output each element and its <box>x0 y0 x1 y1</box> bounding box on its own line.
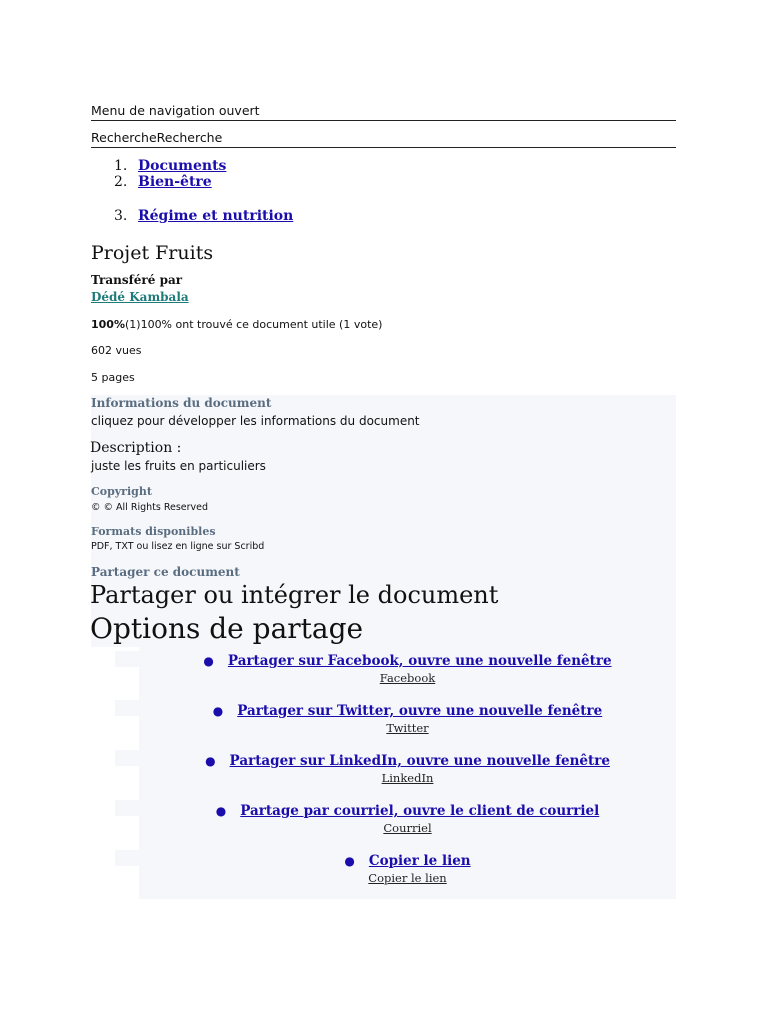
bullet-icon: ● <box>344 854 355 868</box>
share-document-heading: Partager ce document <box>91 565 240 579</box>
panel-strip <box>115 850 140 866</box>
share-facebook-label: Facebook <box>379 671 436 685</box>
breadcrumb-number: 1. <box>114 158 128 174</box>
copyright-heading: Copyright <box>91 485 152 498</box>
expand-info-button[interactable]: cliquez pour développer les informations du document <box>91 414 420 428</box>
share-item-copy-link <box>139 850 676 885</box>
share-email-label: Courriel <box>383 821 432 835</box>
share-facebook-link[interactable]: Partager sur Facebook, ouvre une nouvelle fenêtre <box>227 653 612 669</box>
breadcrumb-item-bien-etre <box>92 174 492 190</box>
info-panel <box>91 395 676 647</box>
breadcrumb-number: 2. <box>114 174 128 190</box>
rating-detail: (1)100% ont trouvé ce document utile (1 vote) <box>124 318 383 331</box>
breadcrumb-number: 3. <box>114 208 128 224</box>
share-item-email <box>139 800 676 835</box>
author-link[interactable]: Dédé Kambala <box>91 290 189 304</box>
share-linkedin-link[interactable]: Partager sur LinkedIn, ouvre une nouvelle fenêtre <box>229 753 610 769</box>
description-heading: Description : <box>90 440 182 456</box>
share-item-twitter <box>139 700 676 735</box>
nav-menu-toggle[interactable]: Menu de navigation ouvert <box>91 103 676 121</box>
rating-text <box>91 318 382 331</box>
breadcrumb-link-documents[interactable]: Documents <box>138 158 227 174</box>
breadcrumb-link-regime[interactable]: Régime et nutrition <box>138 208 294 224</box>
bullet-icon: ● <box>203 654 214 668</box>
panel-strip <box>115 750 140 766</box>
bullet-icon: ● <box>215 804 227 818</box>
bullet-icon: ● <box>212 704 224 718</box>
share-embed-heading: Partager ou intégrer le document <box>90 581 499 609</box>
breadcrumb-item-regime <box>92 208 492 224</box>
bullet-icon: ● <box>205 754 216 768</box>
copy-link-button[interactable]: Copier le lien <box>368 853 471 869</box>
share-email-link[interactable]: Partage par courriel, ouvre le client de courriel <box>240 803 600 819</box>
share-options-heading: Options de partage <box>90 612 364 645</box>
description-text: juste les fruits en particuliers <box>91 459 266 473</box>
breadcrumb <box>92 158 492 224</box>
share-item-linkedin <box>139 750 676 785</box>
copyright-text: © © All Rights Reserved <box>91 502 209 513</box>
share-twitter-link[interactable]: Partager sur Twitter, ouvre une nouvelle fenêtre <box>237 703 603 719</box>
panel-strip <box>115 651 140 667</box>
search-button[interactable]: RechercheRecherche <box>91 130 676 148</box>
document-info-heading: Informations du document <box>91 396 272 410</box>
uploaded-by-label: Transféré par <box>91 273 183 287</box>
page-count: 5 pages <box>91 371 135 384</box>
formats-text: PDF, TXT ou lisez en ligne sur Scribd <box>91 541 265 552</box>
share-twitter-label: Twitter <box>386 721 429 735</box>
page-title: Projet Fruits <box>91 242 214 264</box>
breadcrumb-item-documents <box>92 158 492 174</box>
panel-strip <box>115 800 140 816</box>
view-count: 602 vues <box>91 344 142 357</box>
formats-heading: Formats disponibles <box>91 525 216 538</box>
share-linkedin-label: LinkedIn <box>381 771 434 785</box>
panel-strip <box>115 700 140 716</box>
share-item-facebook <box>139 650 676 685</box>
copy-link-label: Copier le lien <box>368 871 447 885</box>
breadcrumb-link-bien-etre[interactable]: Bien-être <box>138 174 212 190</box>
rating-percent: 100% <box>91 318 125 331</box>
